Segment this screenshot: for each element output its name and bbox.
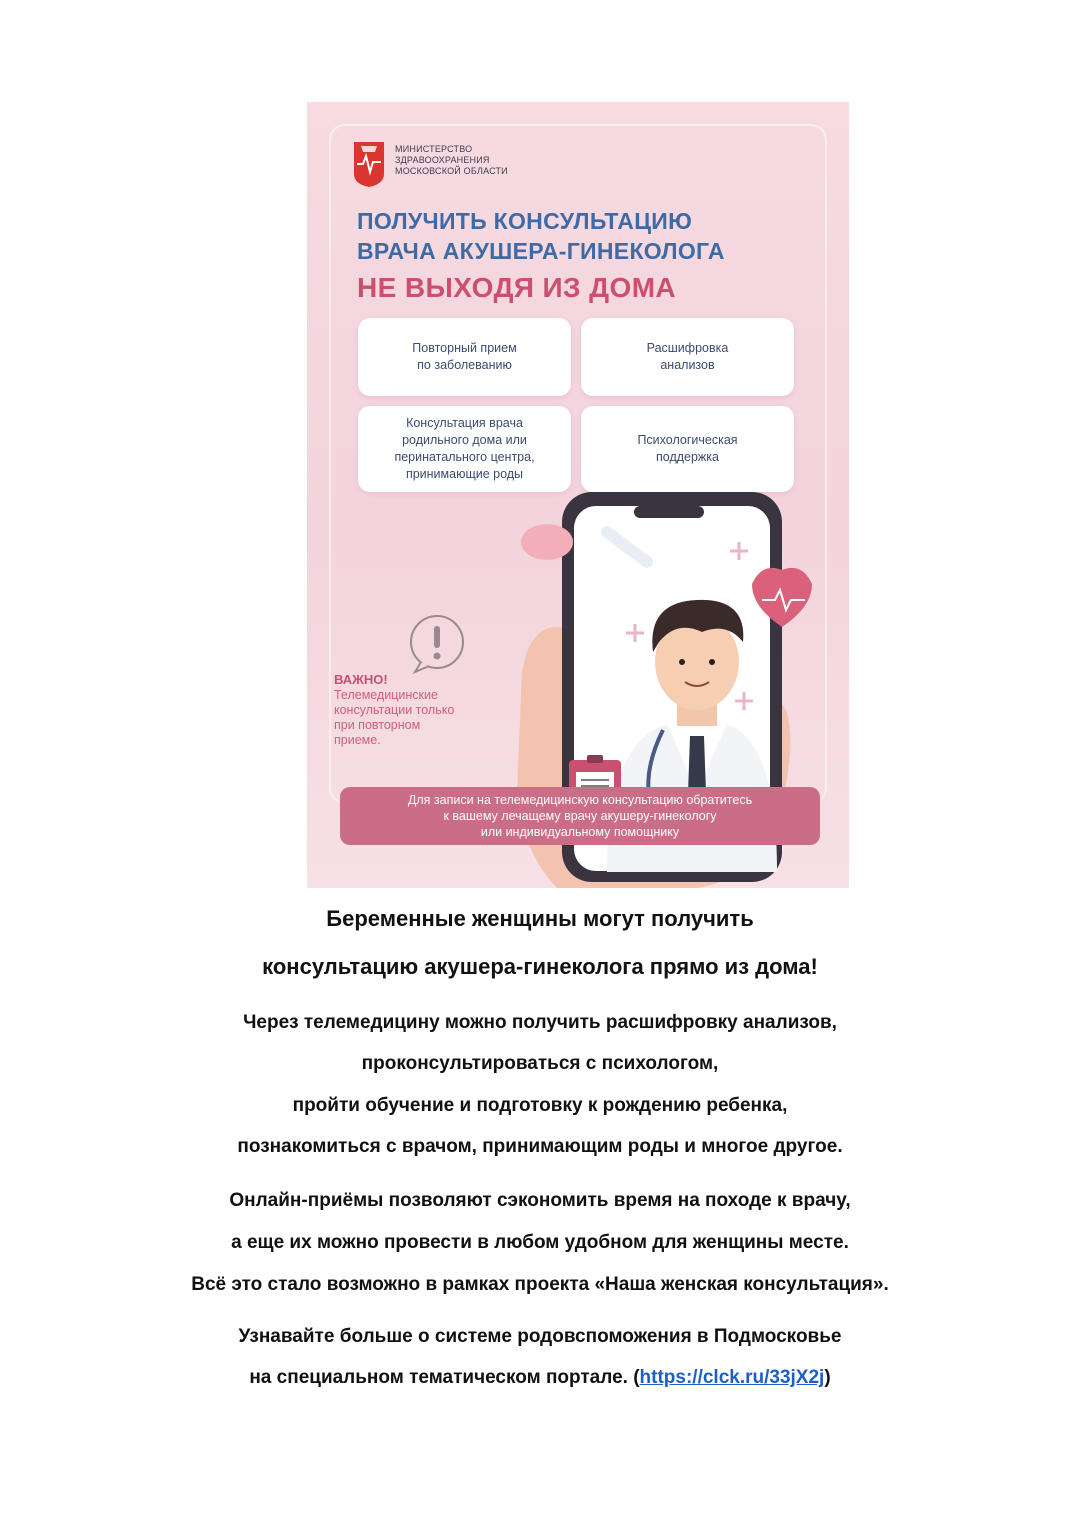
service-card-repeat-visit — [358, 318, 571, 396]
para3-prefix: на специальном тематическом портале. ( — [249, 1367, 640, 1388]
article-heading-line-2: консультацию акушера-гинеколога прямо из дома! — [262, 954, 818, 979]
ministry-crest-icon — [353, 140, 385, 188]
heart-left-shape — [521, 524, 573, 560]
warning-bubble-icon — [407, 614, 467, 676]
headline-line-3: НЕ ВЫХОДЯ ИЗ ДОМА — [357, 272, 677, 303]
card-label: Повторный прием по заболеванию — [412, 341, 517, 372]
ministry-header — [353, 140, 508, 188]
para1-line-1: Через телемедицину можно получить расшифровку анализов, — [243, 1012, 837, 1033]
para2-line-1: Онлайн-приёмы позволяют сэкономить время на походе к врачу, — [229, 1190, 851, 1211]
headline-line-1: ПОЛУЧИТЬ КОНСУЛЬТАЦИЮ — [357, 208, 693, 234]
para3-suffix: ) — [824, 1367, 831, 1388]
para1-line-2: проконсультироваться с психологом, — [361, 1053, 719, 1074]
warning-title: ВАЖНО! — [334, 672, 388, 687]
service-card-test-results — [581, 318, 794, 396]
warning-body: Телемедицинские консультации только при повторном приеме. — [334, 688, 455, 747]
para3-line-2 — [0, 1367, 1080, 1389]
card-label: Консультация врача родильного дома или перинатального центра, принимающие роды — [394, 416, 535, 481]
para1-line-3: пройти обучение и подготовку к рождению ребенка, — [292, 1095, 788, 1116]
para2-line-3: Всё это стало возможно в рамках проекта «Наша женская консультация». — [191, 1274, 889, 1295]
banner-text: Для записи на телемедицинскую консультацию обратитесь к вашему лечащему врачу акушеру-гинекологу или индивидуальному помощнику — [407, 793, 753, 839]
headline-line-2: ВРАЧА АКУШЕРА-ГИНЕКОЛОГА — [357, 238, 725, 264]
service-card-maternity-doctor — [358, 406, 571, 492]
para1-line-4: познакомиться с врачом, принимающим роды и многое другое. — [237, 1136, 843, 1157]
para3-line-1: Узнавайте больше о системе родовспоможения в Подмосковье — [238, 1326, 842, 1347]
portal-link[interactable]: https://clck.ru/33jX2j — [639, 1367, 825, 1388]
ministry-line-2: ЗДРАВООХРАНЕНИЯ — [395, 155, 490, 165]
service-card-psychological-support — [581, 406, 794, 492]
poster-headline — [357, 206, 725, 308]
appointment-banner — [340, 787, 820, 845]
poster-image — [307, 102, 849, 888]
warning-note — [334, 672, 454, 748]
article-heading-line-1: Беременные женщины могут получить — [326, 906, 754, 931]
card-label: Психологическая поддержка — [637, 433, 738, 464]
para2-line-2: а еще их можно провести в любом удобном для женщины месте. — [231, 1232, 849, 1253]
ministry-line-3: МОСКОВСКОЙ ОБЛАСТИ — [395, 166, 508, 176]
card-label: Расшифровка анализов — [646, 341, 729, 372]
ministry-line-1: МИНИСТЕРСТВО — [395, 144, 473, 154]
